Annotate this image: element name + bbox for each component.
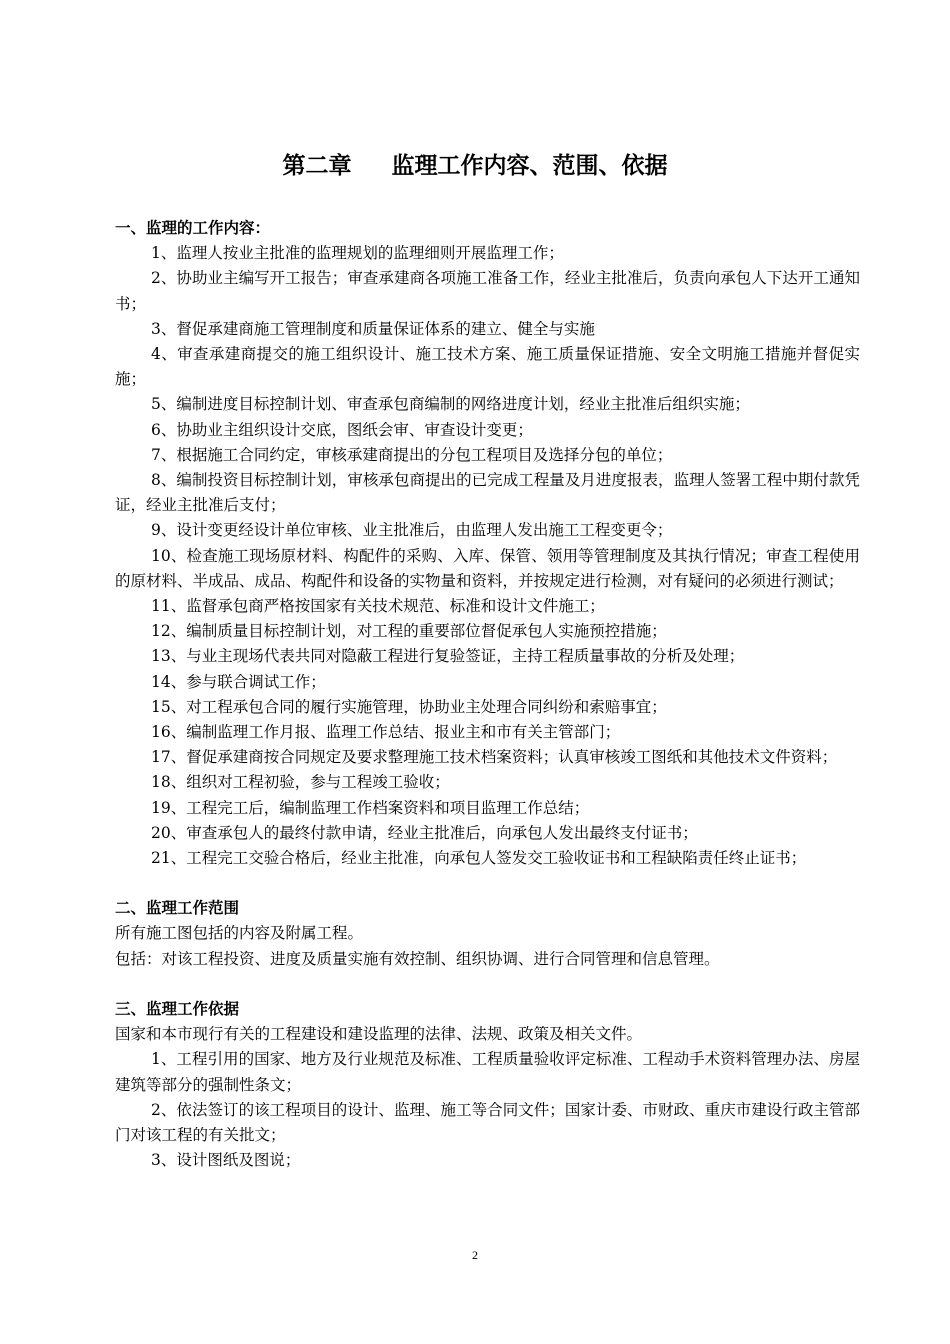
section-heading-work-content: 一、监理的工作内容： xyxy=(115,219,271,237)
list-item: 14、参与联合调试工作； xyxy=(151,672,326,691)
paragraph: 包括：对该工程投资、进度及质量实施有效控制、组织协调、进行合同管理和信息管理。 xyxy=(115,949,720,968)
list-item: 5、编制进度目标控制计划、审查承包商编制的网络进度计划，经业主批准后组织实施； xyxy=(151,395,750,414)
list-item: 13、与业主现场代表共同对隐蔽工程进行复验签证，主持工程质量事故的分析及处理； xyxy=(151,647,745,666)
list-item: 17、督促承建商按合同规定及要求整理施工技术档案资料；认真审核竣工图纸和其他技术文件资料； xyxy=(151,748,838,767)
list-item: 16、编制监理工作月报、监理工作总结、报业主和市有关主管部门； xyxy=(151,723,621,742)
list-item: 12、编制质量目标控制计划，对工程的重要部位督促承包人实施预控措施； xyxy=(151,622,667,641)
chapter-title xyxy=(0,148,950,184)
list-item: 8、编制投资目标控制计划，审核承包商提出的已完成工程量及月进度报表，监理人签署工程中期付款凭证，经业主批准后支付； xyxy=(115,471,860,515)
section-heading-work-scope: 二、监理工作范围 xyxy=(115,899,240,918)
list-item: 3、督促承建商施工管理制度和质量保证体系的建立、健全与实施 xyxy=(151,319,595,338)
section-heading-work-basis: 三、监理工作依据 xyxy=(115,999,240,1018)
list-item: 1、监理人按业主批准的监理规划的监理细则开展监理工作； xyxy=(151,244,564,263)
list-item: 7、根据施工合同约定，审核承建商提出的分包工程项目及选择分包的单位； xyxy=(151,445,673,464)
list-item: 2、依法签订的该工程项目的设计、监理、施工等合同文件；国家计委、市财政、重庆市建设行政主管部门对该工程的有关批文； xyxy=(115,1100,860,1144)
chapter-number: 第二章 xyxy=(282,153,352,179)
list-item: 21、工程完工交验合格后，经业主批准，向承包人签发交工验收证书和工程缺陷责任终止证书； xyxy=(151,849,807,868)
section-spacer xyxy=(115,871,860,896)
list-item: 4、审查承建商提交的施工组织设计、施工技术方案、施工质量保证措施、安全文明施工措施并督促实施； xyxy=(115,345,860,389)
list-item: 18、组织对工程初验，参与工程竣工验收； xyxy=(151,773,450,792)
document-body xyxy=(115,216,860,1173)
list-item: 19、工程完工后，编制监理工作档案资料和项目监理工作总结； xyxy=(151,798,590,817)
page-number: 2 xyxy=(472,1248,478,1262)
paragraph: 所有施工图包括的内容及附属工程。 xyxy=(115,924,364,943)
list-item: 1、工程引用的国家、地方及行业规范及标准、工程质量验收评定标准、工程动手术资料管理办法、房屋建筑等部分的强制性条文； xyxy=(115,1050,860,1094)
list-item: 20、审查承包人的最终付款申请，经业主批准后，向承包人发出最终支付证书； xyxy=(151,823,698,842)
list-item: 6、协助业主组织设计交底，图纸会审、审查设计变更； xyxy=(151,420,533,439)
list-item: 9、设计变更经设计单位审核、业主批准后，由监理人发出施工工程变更令； xyxy=(151,521,673,540)
list-item: 15、对工程承包合同的履行实施管理，协助业主处理合同纠纷和索赔事宜； xyxy=(151,697,667,716)
list-item: 2、协助业主编写开工报告；审查承建商各项施工准备工作，经业主批准后，负责向承包人下达开工通知书； xyxy=(115,269,860,313)
chapter-title-text: 监理工作内容、范围、依据 xyxy=(391,153,668,179)
paragraph: 国家和本市现行有关的工程建设和建设监理的法律、法规、政策及相关文件。 xyxy=(115,1025,643,1044)
list-item: 10、检查施工现场原材料、构配件的采购、入库、保管、领用等管理制度及其执行情况；审查工程使用的原材料、半成品、成品、构配件和设备的实物量和资料，并按规定进行检测，对有疑问的必须进行测试； xyxy=(115,546,860,590)
list-item: 11、监督承包商严格按国家有关技术规范、标准和设计文件施工； xyxy=(151,597,605,616)
list-item: 3、设计图纸及图说； xyxy=(151,1151,301,1170)
section-spacer xyxy=(115,972,860,997)
